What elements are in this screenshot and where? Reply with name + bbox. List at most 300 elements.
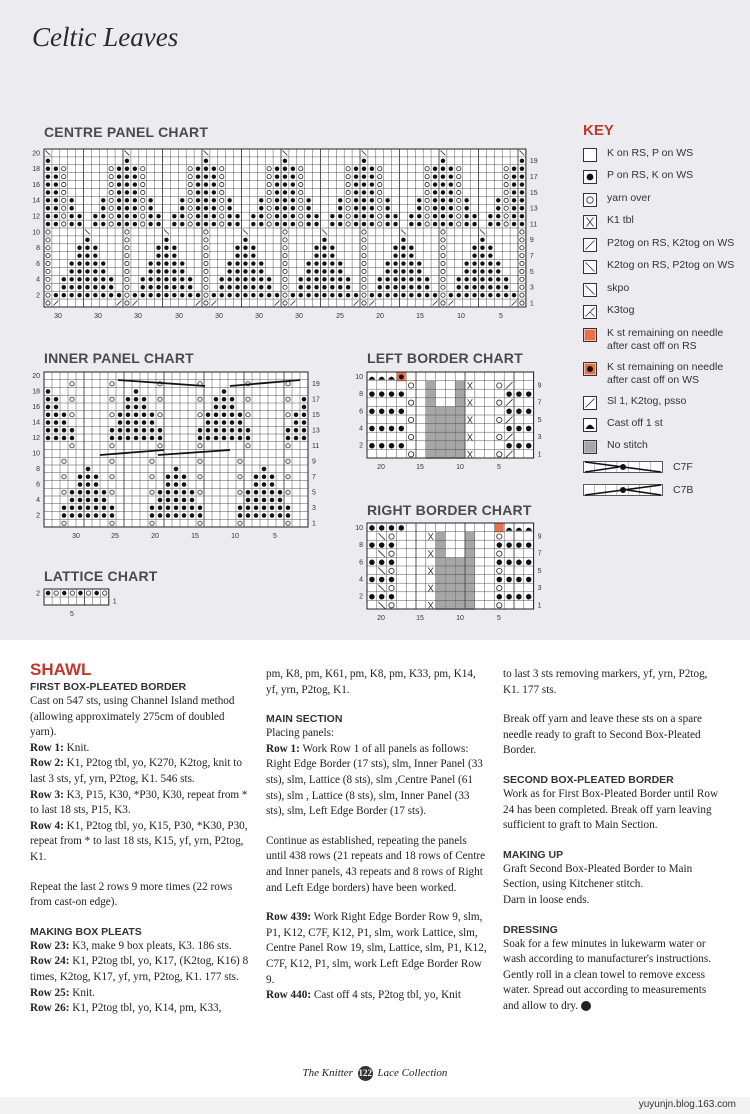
centre-panel-cell bbox=[85, 285, 89, 289]
centre-panel-cell bbox=[480, 269, 484, 273]
centre-panel-cell bbox=[275, 214, 279, 218]
inner-panel-cell bbox=[46, 428, 50, 432]
centre-panel-cell bbox=[472, 277, 476, 281]
row-1-text: Knit. bbox=[63, 741, 90, 754]
centre-panel-cell bbox=[259, 261, 263, 265]
right-border-cell bbox=[389, 594, 394, 599]
inner-panel-cell bbox=[166, 498, 170, 502]
right-border-cell bbox=[526, 594, 531, 599]
centre-panel-cell bbox=[306, 269, 310, 273]
key-label: K st remaining on needle after cast off on WS bbox=[607, 361, 724, 386]
row-24-text: K1, P2tog tbl, yo, K17, (K2tog, K16) 8 times, K2tog, K17, yf, yrn, P2tog, K1. 177 sts. bbox=[30, 955, 249, 983]
centre-panel-cell bbox=[85, 253, 89, 257]
centre-panel-cell bbox=[306, 261, 310, 265]
centre-panel-cell bbox=[512, 182, 516, 186]
centre-panel-cell bbox=[54, 222, 58, 226]
page-title: Celtic Leaves bbox=[32, 22, 179, 52]
left-border-cell bbox=[379, 409, 384, 414]
centre-panel-cell bbox=[283, 159, 287, 163]
left-border-cell bbox=[426, 424, 435, 433]
inner-panel-cell bbox=[62, 506, 66, 510]
centre-panel-cell bbox=[117, 182, 121, 186]
right-border-cell bbox=[465, 549, 474, 558]
centre-panel-cell bbox=[362, 198, 366, 202]
centre-panel-cell bbox=[464, 206, 468, 210]
inner-panel-cell bbox=[230, 436, 234, 440]
key-label: P2tog on RS, K2tog on WS bbox=[607, 237, 735, 249]
inner-panel-cell bbox=[46, 397, 50, 401]
left-border-cell bbox=[399, 443, 404, 448]
key-item bbox=[583, 304, 747, 319]
right-border-cell bbox=[456, 566, 465, 575]
centre-panel-cell bbox=[291, 222, 295, 226]
centre-panel-cell bbox=[306, 277, 310, 281]
inner-panel-cell bbox=[254, 482, 258, 486]
centre-panel-cell bbox=[93, 253, 97, 257]
centre-panel-cell bbox=[488, 269, 492, 273]
inner-panel-cell bbox=[142, 405, 146, 409]
centre-panel-cell bbox=[148, 285, 152, 289]
centre-panel-cell bbox=[441, 182, 445, 186]
inner-panel-cell bbox=[182, 475, 186, 479]
centre-panel-cell bbox=[148, 269, 152, 273]
left-border-row-number-left: 10 bbox=[355, 373, 363, 381]
left-border-cell bbox=[436, 407, 445, 416]
row-26-label: Row 26: bbox=[30, 1002, 70, 1015]
centre-panel-cell bbox=[235, 261, 239, 265]
inner-panel-cell bbox=[62, 413, 66, 417]
centre-panel-cell bbox=[243, 246, 247, 250]
left-border-cell bbox=[369, 426, 374, 431]
lattice-cell bbox=[78, 591, 83, 596]
inner-panel-cell bbox=[62, 436, 66, 440]
centre-panel-cell bbox=[77, 293, 81, 297]
centre-panel-cell bbox=[354, 174, 358, 178]
centre-panel-cell bbox=[512, 293, 516, 297]
inner-panel-cell bbox=[230, 413, 234, 417]
centre-panel-cell bbox=[401, 253, 405, 257]
right-border-cell bbox=[506, 577, 511, 582]
darn-text: Darn in loose ends. bbox=[503, 893, 590, 906]
key-label: K on RS, P on WS bbox=[607, 147, 694, 159]
inner-panel-cell bbox=[302, 420, 306, 424]
cable-label: C7B bbox=[673, 484, 694, 496]
right-border-cell bbox=[436, 532, 445, 541]
centre-panel-cell bbox=[488, 293, 492, 297]
centre-panel-cell bbox=[354, 222, 358, 226]
centre-panel-cell bbox=[212, 174, 216, 178]
centre-panel-cell bbox=[204, 174, 208, 178]
right-border-cell bbox=[369, 577, 374, 582]
left-border-cell bbox=[389, 443, 394, 448]
centre-panel-cell bbox=[156, 277, 160, 281]
centre-panel-cell bbox=[322, 238, 326, 242]
right-border-cell bbox=[465, 558, 474, 567]
left-border-cell bbox=[446, 415, 455, 424]
centre-panel-cell bbox=[77, 277, 81, 281]
left-border-cell bbox=[397, 373, 406, 382]
centre-panel-cell bbox=[212, 222, 216, 226]
centre-panel-row-number-right: 3 bbox=[529, 284, 534, 292]
left-border-cell bbox=[426, 398, 435, 407]
centre-panel-cell bbox=[125, 190, 129, 194]
centre-panel-cell bbox=[441, 159, 445, 163]
left-border-cell bbox=[399, 426, 404, 431]
right-border-stitch-number: 10 bbox=[456, 615, 464, 622]
centre-panel-cell bbox=[306, 198, 310, 202]
centre-panel-row-number-left: 18 bbox=[32, 166, 40, 174]
right-border-cell bbox=[446, 566, 455, 575]
centre-panel-cell bbox=[164, 238, 168, 242]
right-border-stitch-number: 20 bbox=[377, 615, 385, 622]
left-border-cell bbox=[426, 390, 435, 399]
inner-panel-cell bbox=[222, 436, 226, 440]
inner-panel-cell bbox=[190, 490, 194, 494]
left-border-cell bbox=[506, 409, 511, 414]
centre-panel-cell bbox=[464, 293, 468, 297]
centre-panel-cell bbox=[180, 277, 184, 281]
centre-panel-row-number-right: 17 bbox=[529, 174, 538, 182]
centre-panel-cell bbox=[204, 159, 208, 163]
page-number: 122 bbox=[358, 1066, 373, 1081]
left-border-grid bbox=[367, 372, 534, 459]
centre-panel-cell bbox=[46, 174, 50, 178]
key-label: K3tog bbox=[607, 304, 635, 316]
centre-panel-cell bbox=[164, 253, 168, 257]
centre-panel-cell bbox=[227, 293, 231, 297]
centre-panel-cell bbox=[441, 190, 445, 194]
centre-panel-cell bbox=[306, 285, 310, 289]
right-border-cell bbox=[369, 594, 374, 599]
cast-on-text: Cast on 547 sts, using Channel Island method (allowing approximately 275cm of doubled yarn). bbox=[30, 695, 235, 739]
right-border-cell bbox=[379, 594, 384, 599]
right-border-cell bbox=[497, 542, 502, 547]
centre-panel-row-number-left: 16 bbox=[32, 181, 40, 189]
right-border-cell bbox=[389, 577, 394, 582]
dressing bbox=[503, 937, 725, 1015]
inner-panel-cell bbox=[150, 428, 154, 432]
break-off-text: Break off yarn and leave these sts on a spare needle ready to graft to Second Box-Pleated Border. bbox=[503, 713, 702, 757]
left-border-cell bbox=[426, 441, 435, 450]
centre-panel-cell bbox=[520, 159, 524, 163]
inner-panel-cell bbox=[126, 436, 130, 440]
centre-panel-cell bbox=[299, 285, 303, 289]
centre-panel-cell bbox=[291, 198, 295, 202]
inner-panel-row-number-right: 9 bbox=[312, 458, 316, 466]
centre-panel-cell bbox=[480, 246, 484, 250]
centre-panel-cell bbox=[480, 261, 484, 265]
centre-panel-cell bbox=[322, 261, 326, 265]
centre-panel-cell bbox=[338, 222, 342, 226]
right-border-cell bbox=[497, 577, 502, 582]
row-4 bbox=[30, 819, 253, 866]
inner-panel-cell bbox=[302, 413, 306, 417]
centre-panel-cell bbox=[85, 269, 89, 273]
centre-panel-cell bbox=[401, 246, 405, 250]
centre-panel-stitch-number: 20 bbox=[376, 313, 384, 320]
centre-panel-cell bbox=[220, 277, 224, 281]
left-border-cell bbox=[446, 433, 455, 442]
inner-panel-cell bbox=[46, 405, 50, 409]
centre-panel-cell bbox=[235, 253, 239, 257]
centre-panel-cell bbox=[354, 198, 358, 202]
main-section-heading: MAIN SECTION bbox=[266, 713, 343, 726]
inner-panel-cell bbox=[238, 513, 242, 517]
row-440 bbox=[266, 988, 488, 1004]
centre-panel-cell bbox=[204, 167, 208, 171]
centre-panel-cell bbox=[425, 285, 429, 289]
repeat-text: Repeat the last 2 rows 9 more times (22 rows from cast-on edge). bbox=[30, 880, 233, 909]
inner-panel-cell bbox=[198, 436, 202, 440]
inner-panel-cell bbox=[254, 498, 258, 502]
centre-panel-cell bbox=[77, 222, 81, 226]
inner-panel-row-number-left: 14 bbox=[32, 419, 40, 427]
inner-panel-cell bbox=[254, 475, 258, 479]
right-border-cell bbox=[465, 592, 474, 601]
right-border-cell bbox=[389, 542, 394, 547]
centre-panel-cell bbox=[267, 293, 271, 297]
centre-panel-cell bbox=[117, 167, 121, 171]
centre-panel-cell bbox=[354, 293, 358, 297]
left-border-stitch-number: 10 bbox=[456, 464, 464, 471]
centre-panel-cell bbox=[148, 198, 152, 202]
left-border-row-number-left: 2 bbox=[359, 442, 363, 450]
centre-panel-cell bbox=[512, 167, 516, 171]
row-439-label: Row 439: bbox=[266, 911, 312, 924]
right-border-cell bbox=[389, 525, 394, 530]
right-border-row-number-right: 1 bbox=[537, 602, 542, 610]
centre-panel-cell bbox=[156, 214, 160, 218]
centre-panel-cell bbox=[354, 206, 358, 210]
centre-panel-cell bbox=[385, 222, 389, 226]
centre-panel-cell bbox=[370, 206, 374, 210]
centre-panel-cell bbox=[69, 214, 73, 218]
centre-panel-cell bbox=[54, 206, 58, 210]
centre-panel-stitch-number: 30 bbox=[94, 313, 102, 320]
centre-panel-cell bbox=[496, 222, 500, 226]
centre-panel-cell bbox=[251, 269, 255, 273]
inner-panel-cell bbox=[246, 513, 250, 517]
inner-panel-cell bbox=[94, 490, 98, 494]
centre-panel-cell bbox=[125, 159, 129, 163]
right-border-cell bbox=[446, 575, 455, 584]
centre-panel-cell bbox=[93, 285, 97, 289]
footer-magazine: The Knitter bbox=[302, 1067, 353, 1080]
centre-panel-cell bbox=[354, 182, 358, 186]
centre-panel-cell bbox=[393, 293, 397, 297]
centre-panel-cell bbox=[417, 269, 421, 273]
centre-panel-cell bbox=[212, 206, 216, 210]
centre-panel-cell bbox=[480, 238, 484, 242]
right-border-row-number-right: 7 bbox=[537, 550, 542, 558]
centre-panel-cell bbox=[54, 293, 58, 297]
centre-panel-cell bbox=[93, 293, 97, 297]
key-label: P on RS, K on WS bbox=[607, 169, 694, 181]
centre-panel-cell bbox=[314, 269, 318, 273]
centre-panel-cell bbox=[164, 293, 168, 297]
centre-panel-cell bbox=[69, 198, 73, 202]
centre-panel-cell bbox=[227, 222, 231, 226]
centre-panel-stitch-number: 30 bbox=[134, 313, 142, 320]
left-border-cell bbox=[446, 407, 455, 416]
inner-panel-cell bbox=[134, 420, 138, 424]
inner-panel-cell bbox=[246, 506, 250, 510]
second-border-heading: SECOND BOX-PLEATED BORDER bbox=[503, 773, 674, 786]
inner-panel-cell bbox=[158, 513, 162, 517]
inner-panel-cell bbox=[46, 436, 50, 440]
centre-panel-cell bbox=[156, 293, 160, 297]
inner-panel-row-number-left: 2 bbox=[36, 512, 40, 520]
inner-panel-row-number-right: 15 bbox=[312, 411, 320, 419]
centre-panel-cell bbox=[409, 293, 413, 297]
inner-panel-cell bbox=[206, 436, 210, 440]
centre-panel-cell bbox=[117, 214, 121, 218]
left-border-cell bbox=[506, 426, 511, 431]
inner-panel-cell bbox=[230, 420, 234, 424]
centre-panel-cell bbox=[117, 190, 121, 194]
inner-panel-cell bbox=[294, 436, 298, 440]
centre-panel-cell bbox=[393, 285, 397, 289]
inner-panel-cell bbox=[262, 475, 266, 479]
inner-panel-cell bbox=[142, 397, 146, 401]
inner-panel-cell bbox=[286, 428, 290, 432]
centre-panel-cell bbox=[472, 293, 476, 297]
left-border-cell bbox=[456, 415, 465, 424]
inner-panel-cell bbox=[78, 490, 82, 494]
centre-panel-cell bbox=[180, 293, 184, 297]
centre-panel-cell bbox=[385, 198, 389, 202]
centre-panel-cell bbox=[330, 246, 334, 250]
inner-panel-cell bbox=[158, 498, 162, 502]
centre-panel-cell bbox=[204, 206, 208, 210]
centre-panel-cell bbox=[172, 277, 176, 281]
centre-panel-cell bbox=[133, 167, 137, 171]
centre-panel-cell bbox=[172, 285, 176, 289]
inner-panel-cell bbox=[222, 420, 226, 424]
centre-panel-cell bbox=[251, 293, 255, 297]
right-border-cell bbox=[446, 592, 455, 601]
inner-panel-cell bbox=[302, 397, 306, 401]
inner-panel-cell bbox=[94, 513, 98, 517]
inner-panel-cell bbox=[78, 482, 82, 486]
centre-panel-cell bbox=[362, 159, 366, 163]
left-border-cell bbox=[426, 415, 435, 424]
centre-panel-cell bbox=[496, 198, 500, 202]
centre-panel-cell bbox=[259, 285, 263, 289]
key-item bbox=[583, 259, 747, 274]
centre-panel-row-number-left: 6 bbox=[36, 260, 40, 268]
row-23-label: Row 23: bbox=[30, 939, 70, 952]
centre-panel-cell bbox=[370, 198, 374, 202]
centre-panel-cell bbox=[338, 285, 342, 289]
inner-panel-cell bbox=[230, 428, 234, 432]
left-border-cell bbox=[456, 398, 465, 407]
centre-panel-cell bbox=[488, 285, 492, 289]
centre-panel-cell bbox=[417, 222, 421, 226]
centre-panel-cell bbox=[449, 206, 453, 210]
centre-panel-cell bbox=[449, 190, 453, 194]
centre-panel-cell bbox=[93, 277, 97, 281]
centre-panel-cell bbox=[393, 269, 397, 273]
centre-panel-cell bbox=[354, 167, 358, 171]
left-border-cell bbox=[379, 426, 384, 431]
centre-panel-cell bbox=[69, 293, 73, 297]
centre-panel-cell bbox=[133, 190, 137, 194]
centre-panel-cell bbox=[512, 214, 516, 218]
centre-panel-cell bbox=[283, 206, 287, 210]
first-border-heading: FIRST BOX-PLEATED BORDER bbox=[30, 681, 187, 693]
centre-panel-cell bbox=[77, 214, 81, 218]
centre-panel-cell bbox=[441, 198, 445, 202]
key-label: No stitch bbox=[607, 439, 648, 451]
inner-panel-cell bbox=[78, 513, 82, 517]
centre-panel-cell bbox=[504, 293, 508, 297]
right-border-cell bbox=[497, 560, 502, 565]
centre-panel-cell bbox=[196, 222, 200, 226]
centre-panel-cell bbox=[370, 222, 374, 226]
centre-panel-cell bbox=[322, 277, 326, 281]
centre-panel-cell bbox=[180, 198, 184, 202]
centre-panel-row-number-right: 15 bbox=[529, 189, 538, 197]
centre-panel-cell bbox=[259, 277, 263, 281]
centre-panel-row-number-left: 8 bbox=[36, 245, 40, 253]
inner-panel-cell bbox=[102, 506, 106, 510]
centre-panel-cell bbox=[77, 253, 81, 257]
inner-panel-cell bbox=[70, 436, 74, 440]
row-26-continued: pm, K8, pm, K61, pm, K8, pm, K33, pm, K14, yf, yrn, P2tog, K1. bbox=[266, 668, 476, 696]
centre-panel-cell bbox=[401, 285, 405, 289]
inner-panel-cell bbox=[142, 436, 146, 440]
centre-panel-cell bbox=[488, 214, 492, 218]
key-title: KEY bbox=[583, 122, 614, 139]
right-border-grid bbox=[367, 523, 534, 610]
centre-panel-cell bbox=[204, 214, 208, 218]
inner-panel-cell bbox=[214, 428, 218, 432]
centre-panel-cell bbox=[109, 277, 113, 281]
centre-panel-cell bbox=[314, 222, 318, 226]
centre-panel-cell bbox=[472, 261, 476, 265]
centre-panel-cell bbox=[259, 198, 263, 202]
centre-panel-cell bbox=[62, 293, 66, 297]
centre-panel-cell bbox=[204, 190, 208, 194]
inner-panel-row-number-left: 8 bbox=[36, 466, 40, 474]
centre-panel-cell bbox=[133, 214, 137, 218]
centre-panel-cell bbox=[101, 277, 105, 281]
centre-panel-cell bbox=[275, 174, 279, 178]
right-border-row-number-left: 2 bbox=[359, 593, 363, 601]
inner-panel-cell bbox=[54, 420, 58, 424]
centre-panel-cell bbox=[504, 285, 508, 289]
centre-panel-cell bbox=[243, 269, 247, 273]
centre-panel-cell bbox=[464, 285, 468, 289]
centre-panel-cell bbox=[212, 214, 216, 218]
lattice-stitch-number: 5 bbox=[70, 611, 74, 618]
centre-panel-cell bbox=[212, 198, 216, 202]
page-footer bbox=[0, 1066, 750, 1081]
centre-panel-cell bbox=[291, 214, 295, 218]
inner-panel-cell bbox=[150, 420, 154, 424]
centre-panel-cell bbox=[306, 293, 310, 297]
right-border-cell bbox=[456, 575, 465, 584]
pattern-column-1 bbox=[30, 660, 253, 1017]
centre-panel-cell bbox=[433, 198, 437, 202]
inner-panel-cell bbox=[110, 506, 114, 510]
left-border-cell bbox=[516, 409, 521, 414]
centre-panel-cell bbox=[378, 293, 382, 297]
centre-panel-cell bbox=[133, 206, 137, 210]
left-border-row-number-left: 6 bbox=[359, 408, 363, 416]
centre-panel-stitch-number: 30 bbox=[295, 313, 303, 320]
